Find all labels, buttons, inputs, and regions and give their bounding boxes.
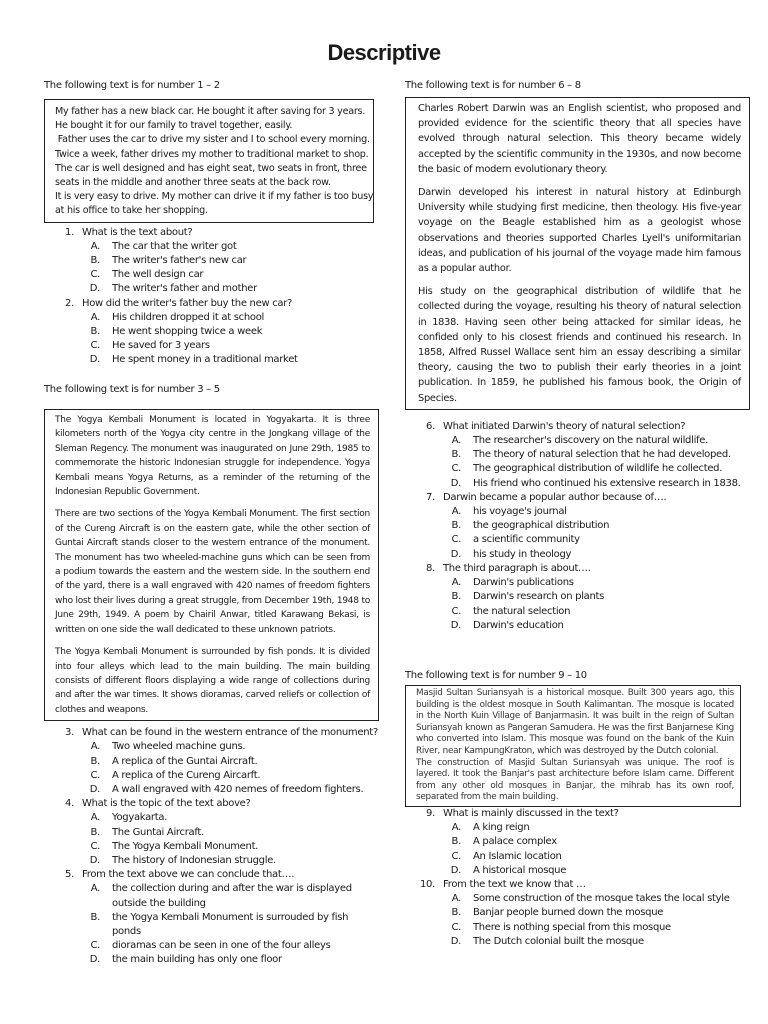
option-text: A wall engraved with 420 nemes of freedom fighters.	[112, 783, 364, 795]
option-text: dioramas can be seen in one of the four alleys	[112, 940, 331, 952]
passage-paragraph: There are two sections of the Yogya Kembali Monument. The first section of the Cureng Aircraft is on the eastern gate, while the other section of Guntai Aircraft stands closer to the western entrance of the monument. The monument has two wheeled-machine guns which can be seen from a podium towards the eastern and the western side. In the southern end of the yard, there is a wall engraved with 420 names of freedom fighters who lost their lives during a great struggle, from December 19th, 1948 to June 29th, 1949. A poem by Chairil Anwar, titled Karawang Bekasi, is written on one side the wall dedicated to these unknown patriots.	[55, 509, 370, 635]
answer-option[interactable]	[44, 911, 379, 939]
left-column	[44, 80, 379, 368]
answer-option[interactable]	[44, 783, 379, 797]
option-text: The Guntai Aircraft.	[112, 826, 204, 838]
option-text: He went shopping twice a week	[112, 326, 263, 338]
answer-option[interactable]	[44, 882, 379, 910]
option-letter: B.	[90, 826, 100, 838]
option-letter: B.	[451, 449, 461, 461]
option-letter: A.	[451, 822, 461, 834]
answer-option[interactable]	[44, 254, 379, 268]
passage-paragraph: Father uses the car to drive my sister and I to school every morning.	[55, 134, 370, 146]
question-row	[405, 878, 750, 892]
question-text: From the text above we can conclude that….	[82, 869, 295, 881]
question-text: Darwin became a popular author because of….	[443, 491, 667, 503]
option-letter: C.	[90, 840, 100, 852]
answer-option[interactable]	[405, 821, 750, 835]
option-text: the natural selection	[473, 605, 571, 617]
option-text: a scientific community	[473, 534, 580, 546]
question-number: 10.	[419, 878, 435, 890]
option-text: The Yogya Kembali Monument.	[112, 840, 259, 852]
passage-paragraph: The Yogya Kembali Monument is located in Yogyakarta. It is three kilometers north of the Yogya city centre in the Jongkang village of the Sleman Regency. The monument was inaugurated on June 29th, 1985 to commemorate the historic Indonesian struggle for independence. Yogya Kembali means Yogya Returns, as a reminder of the returning of the Indonesian Republic Government.	[55, 415, 370, 498]
option-text: The car that the writer got	[112, 240, 237, 252]
passage-paragraph: Twice a week, father drives my mother to traditional market to shop.	[55, 148, 369, 160]
option-text: The well design car	[112, 269, 204, 281]
left-column-2	[44, 384, 379, 968]
option-letter: B.	[451, 520, 461, 532]
answer-option[interactable]	[405, 548, 750, 562]
option-text: A replica of the Guntai Aircraft.	[112, 755, 258, 767]
question-row	[44, 726, 379, 740]
option-letter: D.	[89, 954, 100, 966]
answer-option[interactable]	[44, 840, 379, 854]
questions-6-8	[405, 420, 750, 633]
option-text: The writer's father's new car	[112, 255, 247, 267]
question-number: 1.	[65, 226, 74, 238]
option-letter: D.	[450, 548, 461, 560]
option-text: his study in theology	[473, 548, 572, 560]
question-text: What can be found in the western entrance of the monument?	[82, 727, 378, 739]
page-title: Descriptive	[327, 40, 441, 65]
questions-3-5	[44, 726, 379, 967]
option-letter: B.	[90, 755, 100, 767]
option-text: A historical mosque	[473, 864, 567, 876]
answer-option[interactable]	[44, 353, 379, 367]
option-text: Darwin's publications	[473, 577, 574, 589]
section-label-1-2: The following text is for number 1 – 2	[44, 80, 220, 91]
section-label-9-10: The following text is for number 9 – 10	[405, 670, 587, 681]
answer-option[interactable]	[405, 462, 750, 476]
answer-option[interactable]	[405, 477, 750, 491]
answer-option[interactable]	[44, 240, 379, 254]
option-letter: A.	[90, 883, 100, 895]
option-text: His friend who continued his extensive research in 1838.	[473, 477, 741, 489]
answer-option[interactable]	[44, 325, 379, 339]
answer-option[interactable]	[44, 953, 379, 967]
option-letter: D.	[89, 783, 100, 795]
answer-option[interactable]	[405, 576, 750, 590]
answer-option[interactable]	[405, 533, 750, 547]
passage-paragraph: The Yogya Kembali Monument is surrounded by fish ponds. It is divided into four alleys which lead to the main building. The main building consists of different floors displaying a wide range of collections during and after the war times. It shows dioramas, carved reliefs or collection of clothes and weapons.	[55, 647, 370, 715]
option-letter: D.	[450, 864, 461, 876]
passage-paragraph: Darwin developed his interest in natural history at Edinburgh University while studying first medicine, then theology. His five-year voyage on the Beagle established him as a geologist whose observations and theories supported Charles Lyell's uniformitarian ideas, and publication of his journal of the voyage made him famous as a popular author.	[418, 187, 741, 275]
option-letter: D.	[89, 854, 100, 866]
option-letter: A.	[451, 435, 461, 447]
question-number: 8.	[426, 562, 435, 574]
answer-option[interactable]	[44, 755, 379, 769]
option-letter: A.	[90, 812, 100, 824]
answer-option[interactable]	[405, 434, 750, 448]
option-letter: A.	[90, 741, 100, 753]
option-letter: D.	[89, 283, 100, 295]
section-label-3-5: The following text is for number 3 – 5	[44, 384, 220, 395]
answer-option[interactable]	[405, 850, 750, 864]
answer-option[interactable]	[44, 282, 379, 296]
right-column	[405, 80, 750, 633]
question-number: 7.	[426, 491, 435, 503]
option-letter: C.	[451, 850, 461, 862]
passage-darwin	[405, 97, 750, 410]
question-text: What initiated Darwin's theory of natural selection?	[443, 420, 686, 432]
option-text: Some construction of the mosque takes the local style	[473, 893, 730, 905]
option-letter: C.	[451, 921, 461, 933]
option-letter: A.	[90, 240, 100, 252]
option-text: The history of Indonesian struggle.	[112, 854, 276, 866]
option-letter: B.	[451, 591, 461, 603]
option-text: His children dropped it at school	[112, 311, 264, 323]
option-text: Darwin's research on plants	[473, 591, 605, 603]
option-letter: C.	[451, 605, 461, 617]
option-text: the geographical distribution	[473, 520, 610, 532]
answer-option[interactable]	[44, 311, 379, 325]
option-text: Yogyakarta.	[112, 812, 168, 824]
option-text: Banjar people burned down the mosque	[473, 907, 664, 919]
option-letter: B.	[451, 907, 461, 919]
answer-option[interactable]	[405, 448, 750, 462]
option-text: A palace complex	[473, 836, 557, 848]
option-text: Darwin's education	[473, 619, 564, 631]
option-letter: C.	[90, 769, 100, 781]
option-text: The geographical distribution of wildlife he collected.	[473, 463, 723, 475]
option-letter: A.	[451, 893, 461, 905]
question-number: 9.	[426, 807, 435, 819]
answer-option[interactable]	[44, 826, 379, 840]
answer-option[interactable]	[405, 892, 750, 906]
option-text: The Dutch colonial built the mosque	[473, 935, 644, 947]
right-column-2	[405, 670, 750, 949]
answer-option[interactable]	[405, 835, 750, 849]
question-number: 2.	[65, 297, 74, 309]
passage-paragraph: Masjid Sultan Suriansyah is a historical mosque. Built 300 years ago, this building is the oldest mosque in South Kalimantan. The mosque is located in the North Kuin Village of Banjarmasin. It was built in the reign of Sultan Suriansyah known as Pangeran Samudera. He was the first Banjarnese King who converted into Islam. This mosque was found on the bank of the Kuin River, near KampungKraton, which was destroyed by the Dutch colonial.	[416, 688, 734, 756]
passage-paragraph: seats in the middle and another three seats at the back row.	[55, 177, 331, 189]
question-text: What is the text about?	[82, 226, 193, 238]
option-text: The writer's father and mother	[112, 283, 257, 295]
passage-paragraph: The car is well designed and has eight seat, two seats in front, three	[55, 162, 367, 174]
option-text: A replica of the Cureng Aircarft.	[112, 769, 261, 781]
option-text: Two wheeled machine guns.	[112, 741, 246, 753]
section-label-6-8: The following text is for number 6 – 8	[405, 80, 581, 91]
answer-option[interactable]	[44, 339, 379, 353]
question-row	[405, 807, 750, 821]
answer-option[interactable]	[405, 935, 750, 949]
answer-option[interactable]	[44, 939, 379, 953]
answer-option[interactable]	[405, 590, 750, 604]
option-letter: C.	[451, 534, 461, 546]
answer-option[interactable]	[44, 268, 379, 282]
option-text: He spent money in a traditional market	[112, 354, 298, 366]
option-text: The researcher's discovery on the natural wildlife.	[473, 435, 709, 447]
option-letter: D.	[450, 935, 461, 947]
option-text: The theory of natural selection that he had developed.	[473, 449, 731, 461]
passage-paragraph: His study on the geographical distribution of wildlife that he collected during the voyage, resulting his theory of natural selection in 1838. Having seen other being attacked for similar ideas, he confided only to his closest friends and continued his research. In 1858, Alfred Russel Wallace sent him an essay describing a similar theory, causing the two to publish their early theories in a joint publication. In 1859, he published his famous book, the Origin of Species.	[418, 286, 741, 404]
passage-mosque	[405, 685, 741, 807]
passage-paragraph: The construction of Masjid Sultan Suriansyah was unique. The roof is layered. It took the Banjar's past architecture before Islam came. Different from any other old mosques in Banjar, the mihrab has its own roof, separated from the main building.	[416, 757, 734, 803]
option-letter: A.	[90, 311, 100, 323]
passage-paragraph: It is very easy to drive. My mother can drive it if my father is too busy	[55, 191, 374, 203]
option-text: An Islamic location	[473, 850, 562, 862]
question-row	[44, 226, 379, 240]
option-text: his voyage's journal	[473, 506, 567, 518]
option-letter: B.	[90, 326, 100, 338]
answer-option[interactable]	[405, 906, 750, 920]
option-text: the Yogya Kembali Monument is surrouded by fish ponds	[112, 911, 349, 937]
question-text: The third paragraph is about….	[443, 562, 591, 574]
question-number: 6.	[426, 420, 435, 432]
question-text: What is mainly discussed in the text?	[443, 807, 619, 819]
option-letter: D.	[89, 354, 100, 366]
question-row	[44, 297, 379, 311]
passage-car	[44, 99, 374, 223]
answer-option[interactable]	[405, 619, 750, 633]
answer-option[interactable]	[44, 811, 379, 825]
option-text: He saved for 3 years	[112, 340, 210, 352]
question-row	[44, 868, 379, 882]
answer-option[interactable]	[405, 505, 750, 519]
answer-option[interactable]	[44, 740, 379, 754]
option-text: the main building has only one floor	[112, 954, 282, 966]
answer-option[interactable]	[44, 769, 379, 783]
questions-1-2	[44, 226, 379, 368]
option-letter: C.	[90, 340, 100, 352]
question-row	[44, 797, 379, 811]
passage-yogya-kembali	[44, 409, 379, 721]
option-letter: B.	[451, 836, 461, 848]
question-row	[405, 562, 750, 576]
question-text: What is the topic of the text above?	[82, 798, 251, 810]
question-text: How did the writer's father buy the new car?	[82, 297, 293, 309]
passage-paragraph: He bought it for our family to travel together, easily.	[55, 120, 293, 132]
question-text: From the text we know that …	[443, 878, 586, 890]
option-text: the collection during and after the war is displayed outside the building	[112, 883, 352, 909]
answer-option[interactable]	[405, 605, 750, 619]
option-letter: B.	[90, 911, 100, 923]
question-row	[405, 420, 750, 434]
option-text: A king reign	[473, 822, 530, 834]
option-letter: A.	[451, 577, 461, 589]
option-letter: C.	[90, 940, 100, 952]
passage-paragraph: My father has a new black car. He bought it after saving for 3 years.	[55, 106, 366, 117]
answer-option[interactable]	[44, 854, 379, 868]
option-letter: D.	[450, 477, 461, 489]
option-letter: C.	[451, 463, 461, 475]
questions-9-10	[405, 807, 750, 949]
option-text: There is nothing special from this mosque	[473, 921, 671, 933]
option-letter: B.	[90, 255, 100, 267]
question-row	[405, 491, 750, 505]
option-letter: A.	[451, 506, 461, 518]
answer-option[interactable]	[405, 921, 750, 935]
passage-paragraph: at his office to take her shopping.	[55, 205, 208, 217]
question-number: 3.	[65, 727, 74, 739]
option-letter: D.	[450, 619, 461, 631]
passage-paragraph: Charles Robert Darwin was an English scientist, who proposed and provided evidence for the scientific theory that all species have evolved through natural selection. This theory became widely accepted by the scientific community in the 1930s, and now become the basic of modern evolutionary theory.	[418, 103, 741, 175]
question-number: 4.	[65, 798, 74, 810]
question-number: 5.	[65, 869, 74, 881]
answer-option[interactable]	[405, 519, 750, 533]
answer-option[interactable]	[405, 864, 750, 878]
option-letter: C.	[90, 269, 100, 281]
